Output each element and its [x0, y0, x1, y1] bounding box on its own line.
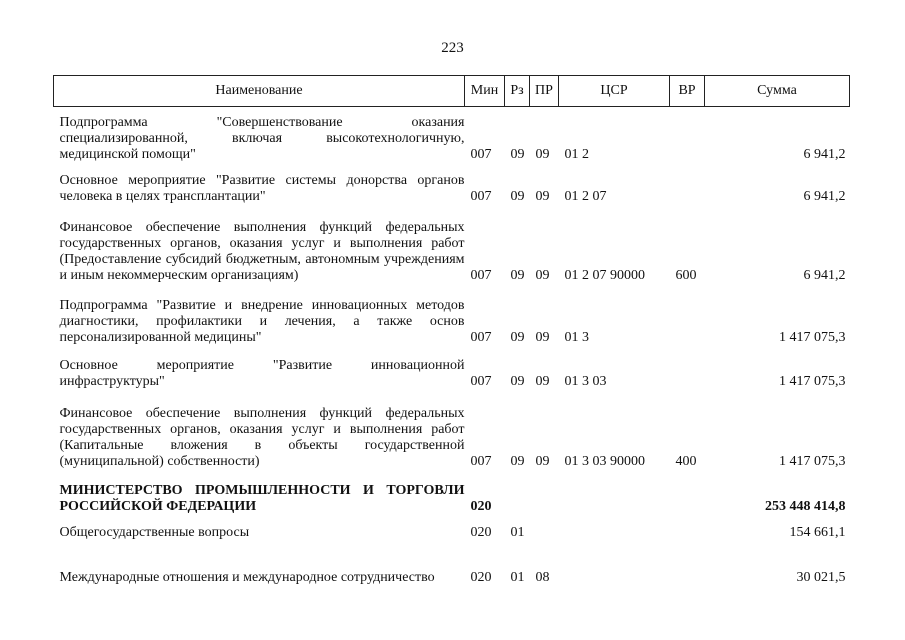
row-vr: 400	[675, 453, 697, 469]
table-row	[54, 541, 850, 586]
row-sum: 1 417 075,3	[779, 373, 846, 389]
row-min: 007	[470, 329, 492, 345]
row-csr: 01 2 07 90000	[564, 267, 645, 283]
row-csr: 01 2	[564, 146, 589, 162]
row-rz: 09	[510, 188, 525, 204]
row-min: 020	[470, 524, 492, 540]
row-min: 007	[470, 267, 492, 283]
row-vr: 600	[675, 267, 697, 283]
row-csr: 01 3 03 90000	[564, 453, 645, 469]
row-rz: 09	[510, 329, 525, 345]
row-name: Основное мероприятие "Развитие системы донорства органов человека в целях трансплантации"	[59, 172, 465, 204]
row-name: Финансовое обеспечение выполнения функций федеральных государственных органов, оказания услуг и выполнения работ (Предоставление субсидий бюджетным, автономным учреждениям и иным некоммерческим организациям)	[59, 219, 465, 283]
row-pr: 09	[535, 329, 550, 345]
row-sum: 154 661,1	[789, 524, 846, 540]
header-rz: Рз	[505, 76, 530, 107]
table-row	[54, 284, 850, 346]
row-rz: 09	[510, 267, 525, 283]
row-pr	[530, 515, 559, 541]
row-min: 020	[470, 498, 492, 514]
row-sum: 253 448 414,8	[765, 498, 846, 514]
row-vr	[670, 541, 705, 586]
row-min: 007	[470, 188, 492, 204]
row-pr: 08	[535, 569, 550, 585]
row-sum: 1 417 075,3	[779, 329, 846, 345]
header-csr: ЦСР	[559, 76, 670, 107]
row-pr: 09	[535, 373, 550, 389]
row-csr: 01 3 03	[564, 373, 607, 389]
row-name: Подпрограмма "Развитие и внедрение инновационных методов диагностики, профилактики и лечения, а также основ персонализированной медицины"	[59, 297, 465, 345]
table-row	[54, 346, 850, 390]
row-name: Подпрограмма "Совершенствование оказания специализированной, включая высокотехнологичную, медицинской помощи"	[59, 114, 465, 162]
row-rz: 01	[510, 569, 525, 585]
row-sum: 6 941,2	[803, 267, 846, 283]
table-row	[54, 390, 850, 470]
row-vr	[670, 515, 705, 541]
row-name: Общегосударственные вопросы	[59, 524, 250, 540]
row-csr	[559, 541, 670, 586]
row-csr	[559, 470, 670, 515]
row-csr: 01 3	[564, 329, 589, 345]
table-header-row	[54, 76, 850, 107]
row-min: 007	[470, 453, 492, 469]
row-vr	[670, 346, 705, 390]
budget-table	[53, 75, 850, 586]
row-rz: 09	[510, 146, 525, 162]
row-vr	[670, 470, 705, 515]
table-row	[54, 163, 850, 205]
table-row	[54, 205, 850, 284]
table-row	[54, 470, 850, 515]
row-sum: 6 941,2	[803, 188, 846, 204]
row-csr	[559, 515, 670, 541]
row-vr	[670, 163, 705, 205]
row-pr: 09	[535, 267, 550, 283]
row-pr: 09	[535, 453, 550, 469]
row-name: Финансовое обеспечение выполнения функций федеральных государственных органов, оказания услуг и выполнения работ (Капитальные вложения в объекты государственной (муниципальной) собственности)	[59, 405, 465, 469]
header-min: Мин	[465, 76, 505, 107]
row-min: 020	[470, 569, 492, 585]
row-pr: 09	[535, 188, 550, 204]
header-sum: Сумма	[705, 76, 850, 107]
row-vr	[670, 284, 705, 346]
table-row	[54, 515, 850, 541]
row-sum: 1 417 075,3	[779, 453, 846, 469]
row-pr: 09	[535, 146, 550, 162]
row-rz: 09	[510, 373, 525, 389]
table-row	[54, 107, 850, 163]
row-pr	[530, 470, 559, 515]
row-sum: 6 941,2	[803, 146, 846, 162]
row-min: 007	[470, 146, 492, 162]
row-csr: 01 2 07	[564, 188, 607, 204]
page-number: 223	[441, 40, 464, 56]
row-sum: 30 021,5	[796, 569, 846, 585]
row-vr	[670, 107, 705, 163]
row-min: 007	[470, 373, 492, 389]
header-pr: ПР	[530, 76, 559, 107]
row-rz: 01	[510, 524, 525, 540]
row-rz	[505, 470, 530, 515]
row-name: Основное мероприятие "Развитие инновационной инфраструктуры"	[59, 357, 465, 389]
header-vr: ВР	[670, 76, 705, 107]
header-name: Наименование	[54, 76, 465, 107]
row-name: Международные отношения и международное сотрудничество	[59, 569, 435, 585]
row-name: МИНИСТЕРСТВО ПРОМЫШЛЕННОСТИ И ТОРГОВЛИ РОССИЙСКОЙ ФЕДЕРАЦИИ	[59, 482, 465, 514]
row-rz: 09	[510, 453, 525, 469]
